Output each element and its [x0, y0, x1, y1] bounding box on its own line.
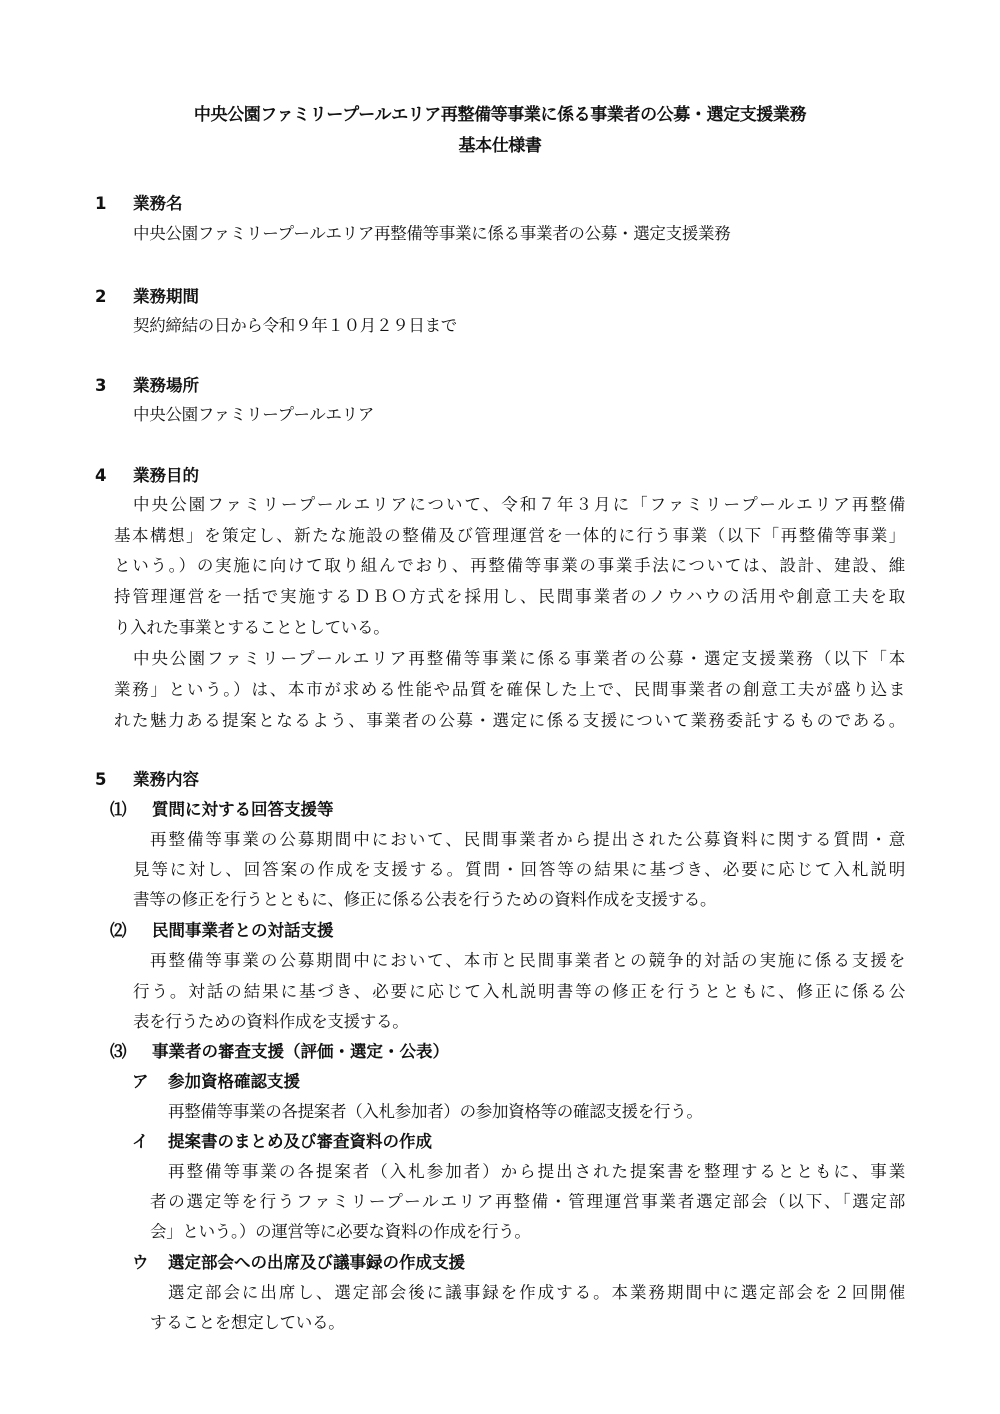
subsection-1-line: 書等の修正を行うとともに、修正に係る公表を行うための資料作成を支援する。 [133, 890, 717, 909]
item-title: 参加資格確認支援 [168, 1072, 300, 1091]
section-4-heading [95, 462, 199, 486]
section-4-line: り入れた事業とすることとしている。 [114, 618, 390, 637]
section-2-body: 契約締結の日から令和９年１０月２９日まで [133, 316, 458, 335]
subsection-title: 民間事業者との対話支援 [152, 921, 334, 940]
section-title: 業務期間 [133, 287, 199, 306]
section-title: 業務内容 [133, 770, 199, 789]
item-c-line: することを想定している。 [150, 1313, 345, 1332]
subsection-title: 事業者の審査支援（評価・選定・公表） [152, 1042, 449, 1061]
section-number: 2 [95, 287, 107, 306]
subsection-1-line: 再整備等事業の公募期間中において、民間事業者から提出された公募資料に関する質問・意 [150, 830, 905, 849]
subsection-2-heading [110, 917, 334, 941]
item-c-line: 選定部会に出席し、選定部会後に議事録を作成する。本業務期間中に選定部会を２回開催 [168, 1283, 905, 1302]
section-4-line: 基本構想」を策定し、新たな施設の整備及び管理運営を一体的に行う事業（以下「再整備等事業」 [114, 526, 905, 545]
item-number: イ [132, 1132, 149, 1151]
subsection-3-heading [110, 1038, 449, 1062]
document-subtitle: 基本仕様書 [458, 136, 542, 156]
subsection-title: 質問に対する回答支援等 [152, 800, 334, 819]
item-b-line: 再整備等事業の各提案者（入札参加者）から提出された提案書を整理するとともに、事業 [168, 1162, 905, 1181]
subsection-number: ⑴ [110, 800, 127, 819]
subsection-2-line: 行う。対話の結果に基づき、必要に応じて入札説明書等の修正を行うとともに、修正に係る公 [133, 982, 905, 1001]
subsection-1-line: 見等に対し、回答案の作成を支援する。質問・回答等の結果に基づき、必要に応じて入札説明 [133, 860, 905, 879]
item-title: 提案書のまとめ及び審査資料の作成 [168, 1132, 432, 1151]
item-b-heading [132, 1128, 432, 1152]
section-3-body: 中央公園ファミリープールエリア [133, 405, 375, 424]
section-number: 5 [95, 770, 107, 789]
section-number: 4 [95, 466, 107, 485]
section-4-line: 中央公園ファミリープールエリアについて、令和７年３月に「ファミリープールエリア再整備 [133, 495, 905, 514]
item-title: 選定部会への出席及び議事録の作成支援 [168, 1253, 465, 1272]
section-4-line: 中央公園ファミリープールエリア再整備等事業に係る事業者の公募・選定支援業務（以下「本 [133, 649, 905, 668]
section-4-line: 持管理運営を一括で実施するＤＢＯ方式を採用し、民間事業者のノウハウの活用や創意工夫を取 [114, 587, 905, 606]
item-b-line: 会」という。）の運営等に必要な資料の作成を行う。 [150, 1222, 531, 1241]
section-4-line: という。）の実施に向けて取り組んでおり、再整備等事業の事業手法については、設計、建設、維 [114, 556, 905, 575]
section-number: 1 [95, 194, 107, 213]
subsection-1-heading [110, 796, 334, 820]
subsection-number: ⑵ [110, 921, 127, 940]
section-2-heading [95, 283, 199, 307]
subsection-2-line: 再整備等事業の公募期間中において、本市と民間事業者との競争的対話の実施に係る支援を [150, 951, 905, 970]
section-5-heading [95, 766, 199, 790]
section-1-body: 中央公園ファミリープールエリア再整備等事業に係る事業者の公募・選定支援業務 [133, 224, 731, 243]
section-number: 3 [95, 376, 107, 395]
section-title: 業務目的 [133, 466, 199, 485]
item-b-line: 者の選定等を行うファミリープールエリア再整備・管理運営事業者選定部会（以下、「選定部 [150, 1192, 905, 1211]
subsection-number: ⑶ [110, 1042, 127, 1061]
section-3-heading [95, 372, 199, 396]
subsection-2-line: 表を行うための資料作成を支援する。 [133, 1012, 409, 1031]
document-title: 中央公園ファミリープールエリア再整備等事業に係る事業者の公募・選定支援業務 [193, 105, 807, 125]
item-c-heading [132, 1249, 465, 1273]
item-number: ウ [132, 1253, 149, 1272]
item-a-heading [132, 1068, 300, 1092]
section-4-line: 業務」という。）は、本市が求める性能や品質を確保した上で、民間事業者の創意工夫が盛り込ま [114, 680, 905, 699]
section-4-line: れた魅力ある提案となるよう、事業者の公募・選定に係る支援について業務委託するものである。 [114, 711, 905, 730]
section-title: 業務名 [133, 194, 183, 213]
section-1-heading [95, 190, 183, 214]
section-title: 業務場所 [133, 376, 199, 395]
item-a-line: 再整備等事業の各提案者（入札参加者）の参加資格等の確認支援を行う。 [168, 1102, 703, 1121]
item-number: ア [132, 1072, 149, 1091]
